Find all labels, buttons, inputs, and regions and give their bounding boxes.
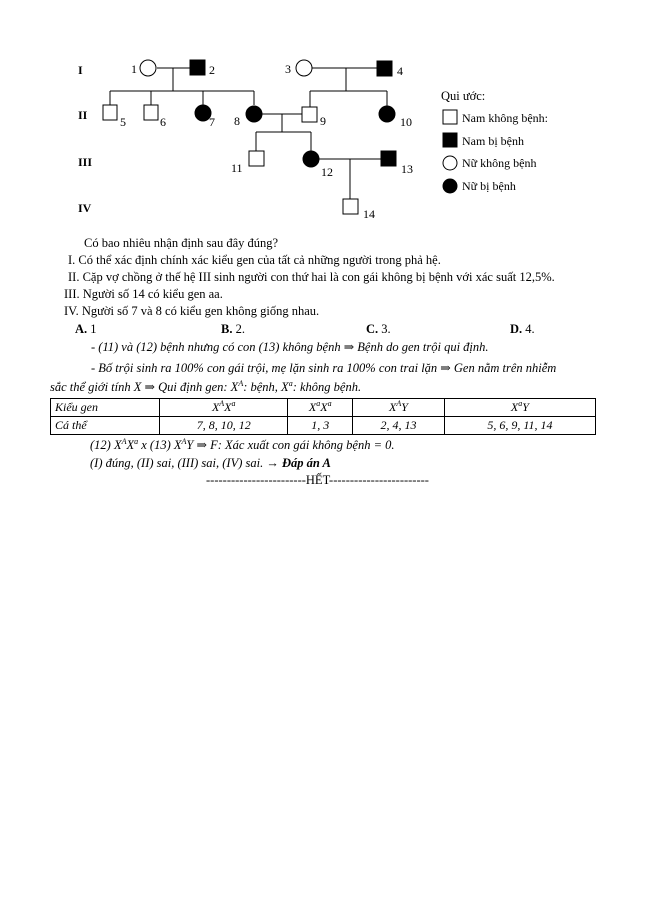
individual-6-symbol <box>144 105 158 120</box>
table-row-label: Cá thể <box>51 417 160 435</box>
individual-13-label: 13 <box>401 162 413 176</box>
individual-4-symbol <box>377 61 392 76</box>
individual-1-label: 1 <box>131 62 137 76</box>
individual-10-symbol <box>379 106 395 122</box>
statement-number: IV. <box>64 304 79 318</box>
individual-8-symbol <box>246 106 262 122</box>
legend-male-unaffected-label: Nam không bệnh: <box>462 111 548 125</box>
legend-female-affected-symbol <box>443 179 457 193</box>
table-row <box>51 417 596 435</box>
individual-14-label: 14 <box>363 207 375 221</box>
table-cell: 5, 6, 9, 11, 14 <box>444 417 595 435</box>
table-header-genotype-2: $X^aX^a$ <box>288 399 353 417</box>
question-stem: Có bao nhiêu nhận định sau đây đúng? <box>84 236 279 250</box>
legend-male-affected-symbol <box>443 133 457 147</box>
individual-13-symbol <box>381 151 396 166</box>
individual-14-symbol <box>343 199 358 214</box>
individual-3-symbol <box>296 60 312 76</box>
individual-11-label: 11 <box>231 161 243 175</box>
individual-7-label: 7 <box>209 115 215 129</box>
individual-9-symbol <box>302 107 317 122</box>
table-cell: 2, 4, 13 <box>353 417 445 435</box>
statement-number: II. <box>68 270 80 284</box>
option-value: 2. <box>235 322 245 336</box>
statement-III <box>64 287 223 302</box>
verdict-text: (I) đúng, (II) sai, (III) sai, (IV) sai. → <box>90 456 279 470</box>
gen-label-II: II <box>78 108 88 122</box>
table-cell: 7, 8, 10, 12 <box>160 417 288 435</box>
individual-2-label: 2 <box>209 63 215 77</box>
individual-8-label: 8 <box>234 114 240 128</box>
individual-12-label: 12 <box>321 165 333 179</box>
table-cell: 1, 3 <box>288 417 353 435</box>
individual-5-label: 5 <box>120 115 126 129</box>
option-value: 4. <box>525 322 535 336</box>
verdict-line <box>90 456 331 471</box>
legend-male-affected-label: Nam bị bệnh <box>462 134 524 148</box>
solution-line-3: sắc thể giới tính X ⇒ Qui định gen: $X^A$: bệnh, $X^a$: không bệnh. <box>50 378 362 394</box>
individual-6-label: 6 <box>160 115 166 129</box>
individual-10-label: 10 <box>400 115 412 129</box>
legend-female-unaffected-label: Nữ không bệnh <box>462 156 537 170</box>
option-B[interactable] <box>221 322 245 337</box>
option-letter: C. <box>366 322 379 336</box>
statement-text: Có thể xác định chính xác kiểu gen của tất cả những người trong phả hệ. <box>78 253 441 267</box>
table-header-genotype-4: $X^aY$ <box>444 399 595 417</box>
option-letter: A. <box>75 322 88 336</box>
legend-title: Qui ước: <box>441 89 486 103</box>
statement-text: Người số 7 và 8 có kiểu gen không giống nhau. <box>81 304 320 318</box>
gen-label-IV: IV <box>78 201 92 215</box>
individual-4-label: 4 <box>397 64 403 78</box>
solution-line-1: - (11) và (12) bệnh nhưng có con (13) không bệnh ⇒ Bệnh do gen trội qui định. <box>91 340 489 354</box>
cross-line: (12) $X^AX^a$ x (13) $X^AY$ ⇒ F: Xác xuất con gái không bệnh = 0. <box>90 436 395 452</box>
solution-line-2: - Bố trội sinh ra 100% con gái trội, mẹ lặn sinh ra 100% con trai lặn ⇒ Gen nằm trên nhiễm <box>91 361 557 375</box>
gen-label-III: III <box>78 155 93 169</box>
pedigree-chart <box>0 0 650 240</box>
individual-5-symbol <box>103 105 117 120</box>
statement-I <box>68 253 441 268</box>
answer-text: Đáp án A <box>281 456 331 470</box>
statement-text: Người số 14 có kiểu gen aa. <box>82 287 223 301</box>
individual-11-symbol <box>249 151 264 166</box>
option-A[interactable] <box>75 322 97 337</box>
option-D[interactable] <box>510 322 535 337</box>
end-marker: ------------------------HẾT------------------------ <box>206 473 429 487</box>
legend-female-affected-label: Nữ bị bệnh <box>462 179 516 193</box>
individual-1-symbol <box>140 60 156 76</box>
legend-male-unaffected-symbol <box>443 110 457 124</box>
option-C[interactable] <box>366 322 391 337</box>
individual-3-label: 3 <box>285 62 291 76</box>
statement-text: Cặp vợ chồng ở thế hệ III sinh người con thứ hai là con gái không bị bệnh với xác suất 12,5%. <box>82 270 555 284</box>
table-header-label: Kiểu gen <box>51 399 160 417</box>
table-header-genotype-3: $X^AY$ <box>353 399 445 417</box>
genotype-table <box>50 398 596 435</box>
individual-9-label: 9 <box>320 114 326 128</box>
statement-number: III. <box>64 287 80 301</box>
option-value: 1 <box>90 322 97 336</box>
option-letter: D. <box>510 322 523 336</box>
legend-female-unaffected-symbol <box>443 156 457 170</box>
individual-12-symbol <box>303 151 319 167</box>
statement-number: I. <box>68 253 76 267</box>
gen-label-I: I <box>78 63 83 77</box>
statement-IV <box>64 304 319 319</box>
option-letter: B. <box>221 322 233 336</box>
statement-II <box>68 270 555 285</box>
option-value: 3. <box>381 322 391 336</box>
table-header-row <box>51 399 596 417</box>
table-header-genotype-1: $X^AX^a$ <box>160 399 288 417</box>
individual-2-symbol <box>190 60 205 75</box>
